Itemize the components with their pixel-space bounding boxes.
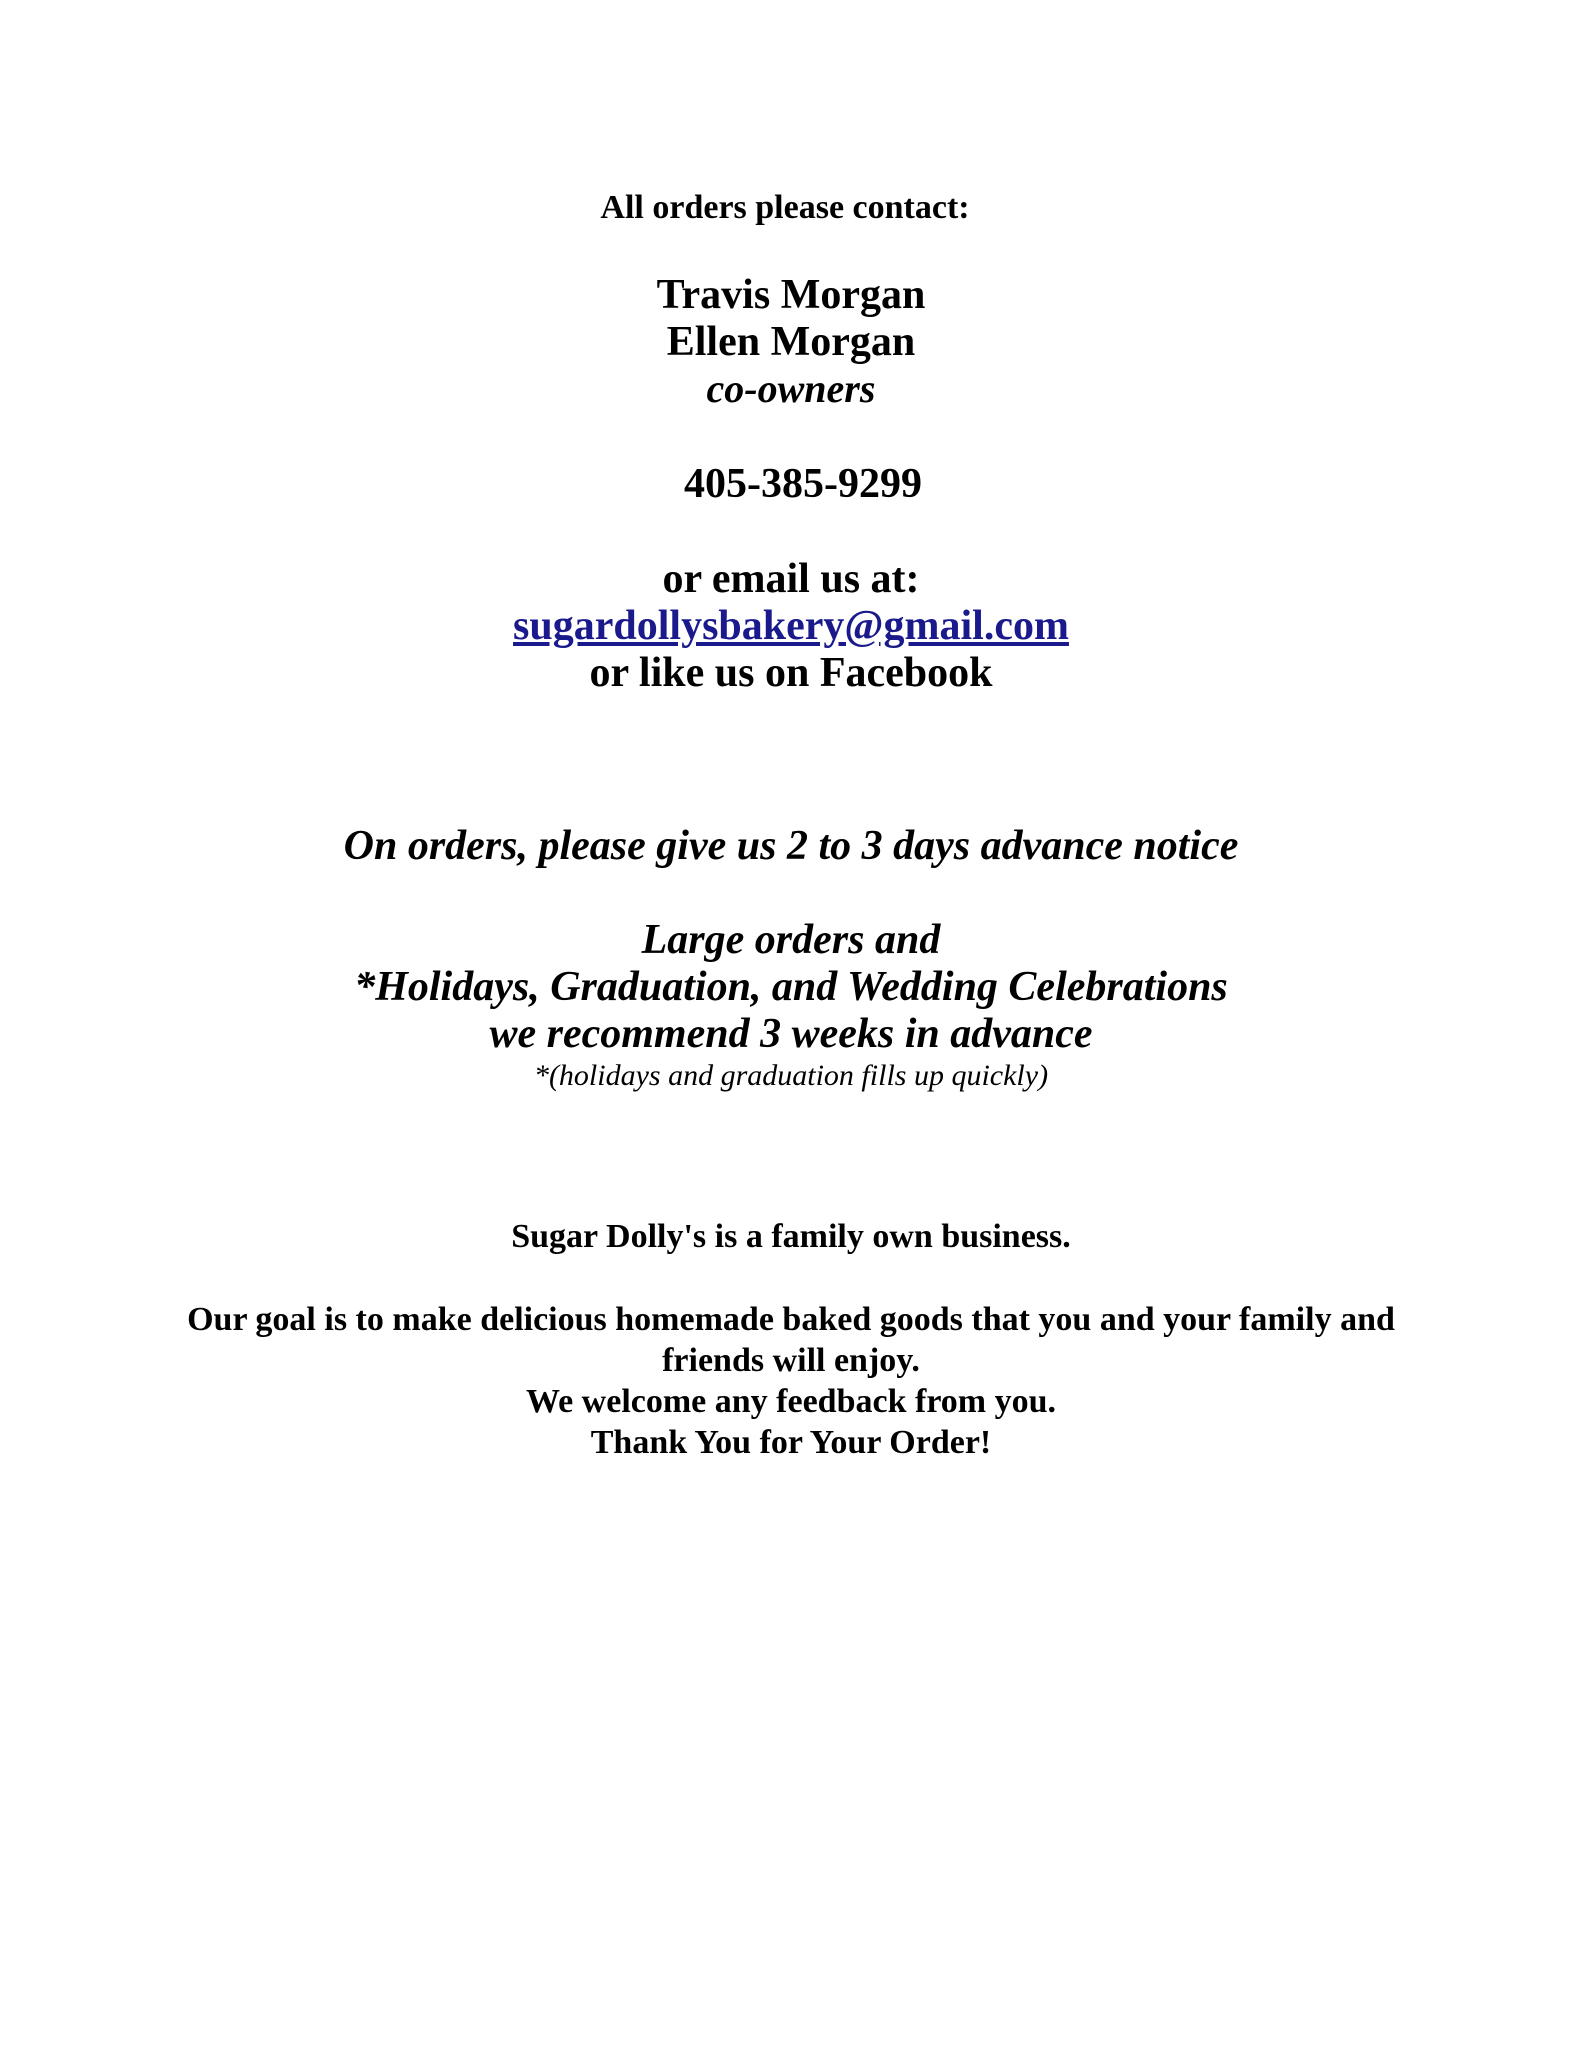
recommend-text: we recommend 3 weeks in advance: [489, 1011, 1093, 1057]
goal-text-line-2: friends will enjoy.: [662, 1342, 920, 1379]
contact-heading: All orders please contact:: [600, 189, 970, 226]
owner-name-travis: Travis Morgan: [656, 272, 926, 318]
goal-text-line-1: Our goal is to make delicious homemade baked goods that you and your family and: [187, 1301, 1395, 1338]
facebook-text: or like us on Facebook: [589, 650, 993, 696]
holiday-footnote: *(holidays and graduation fills up quickly): [533, 1059, 1049, 1092]
email-link[interactable]: sugardollysbakery@gmail.com: [513, 603, 1069, 649]
feedback-text: We welcome any feedback from you.: [525, 1383, 1057, 1420]
thank-you-text: Thank You for Your Order!: [590, 1424, 992, 1461]
celebrations-text: *Holidays, Graduation, and Wedding Celebrations: [354, 964, 1228, 1010]
phone-number: 405-385-9299: [684, 461, 922, 507]
owner-name-ellen: Ellen Morgan: [666, 319, 916, 365]
family-business-text: Sugar Dolly's is a family own business.: [511, 1218, 1071, 1255]
large-orders-text: Large orders and: [641, 917, 941, 963]
email-prompt: or email us at:: [662, 556, 920, 602]
advance-notice: On orders, please give us 2 to 3 days advance notice: [343, 823, 1239, 869]
email-line: [0, 602, 1582, 650]
owner-role: co-owners: [706, 366, 876, 411]
